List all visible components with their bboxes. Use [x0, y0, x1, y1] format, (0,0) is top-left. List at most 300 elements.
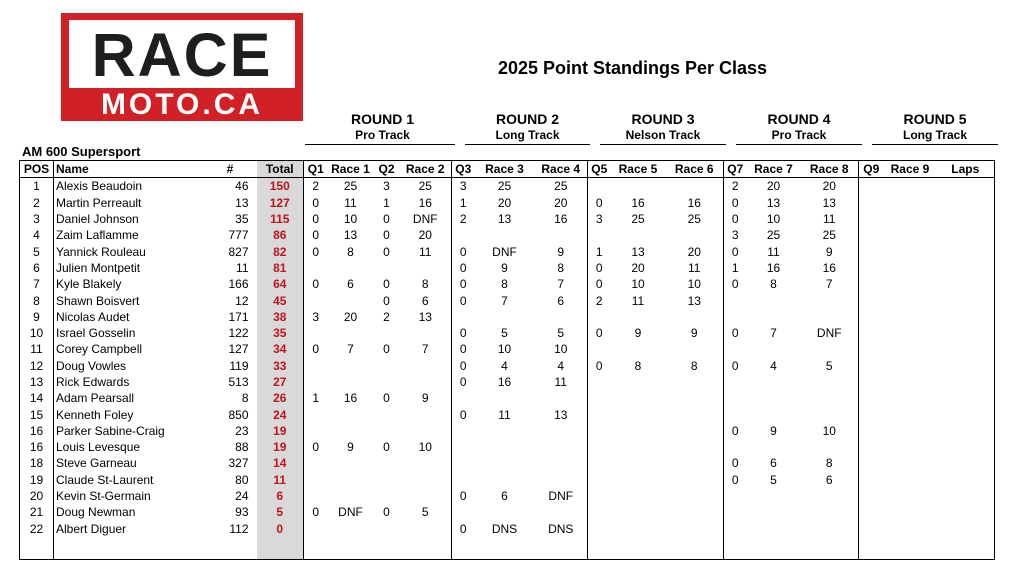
empty-cell — [747, 537, 801, 560]
table-cell: 0 — [304, 195, 328, 211]
table-cell — [475, 227, 535, 243]
table-cell — [374, 358, 400, 374]
table-cell: Daniel Johnson — [54, 211, 204, 227]
table-cell: Zaim Laflamme — [54, 227, 204, 243]
table-cell: 16 — [766, 260, 781, 275]
table-row — [20, 472, 995, 488]
table-cell: 0 — [724, 243, 747, 259]
table-cell — [747, 439, 801, 455]
table-cell — [666, 504, 724, 520]
table-cell: 9 — [557, 244, 565, 259]
empty-cell — [535, 537, 588, 560]
table-cell — [611, 423, 666, 439]
table-cell: 14 — [257, 455, 304, 471]
round-5-name: ROUND 5 — [903, 111, 967, 127]
table-cell: 13 — [687, 293, 701, 308]
table-cell: 0 — [452, 276, 475, 292]
table-cell: 0 — [383, 342, 390, 357]
table-cell — [859, 292, 884, 308]
table-cell: 1 — [588, 243, 611, 259]
table-cell — [937, 390, 995, 406]
table-cell: 2 — [452, 211, 475, 227]
table-cell: 16 — [554, 212, 568, 227]
table-cell — [937, 276, 995, 292]
round-4-underline — [736, 144, 862, 145]
table-cell: 0 — [452, 260, 475, 276]
table-cell: 20 — [631, 260, 645, 275]
table-cell — [304, 455, 328, 471]
round-2-name: ROUND 2 — [495, 111, 559, 127]
table-cell — [884, 406, 937, 422]
table-cell: 0 — [452, 292, 475, 308]
logo-top-panel — [69, 20, 295, 88]
table-cell — [374, 374, 400, 390]
table-cell: 0 — [383, 244, 390, 259]
table-cell: 25 — [631, 212, 645, 227]
table-cell: 20 — [418, 228, 432, 243]
table-cell — [884, 195, 937, 211]
table-cell: 127 — [257, 195, 304, 211]
table-cell: 19 — [257, 423, 304, 439]
table-cell: 0 — [304, 341, 328, 357]
table-cell: 4 — [20, 227, 54, 243]
table-cell: 1 — [20, 178, 54, 195]
table-cell: 0 — [724, 325, 747, 341]
table-cell — [666, 488, 724, 504]
table-cell — [884, 488, 937, 504]
table-cell: 3 — [452, 178, 475, 195]
table-row — [20, 423, 995, 439]
table-row — [20, 195, 995, 211]
table-cell — [304, 472, 328, 488]
table-cell — [884, 243, 937, 259]
table-cell: DNF — [492, 244, 517, 259]
table-cell: 0 — [452, 341, 475, 357]
table-cell: 0 — [452, 521, 475, 537]
table-cell — [588, 406, 611, 422]
table-cell — [452, 439, 475, 455]
table-row — [20, 260, 995, 276]
table-cell — [452, 390, 475, 406]
table-cell: 10 — [343, 212, 358, 227]
table-cell — [859, 341, 884, 357]
round-4-header — [731, 111, 867, 143]
empty-cell — [304, 537, 328, 560]
table-cell — [884, 358, 937, 374]
table-cell — [666, 455, 724, 471]
table-cell — [328, 472, 374, 488]
table-cell — [666, 439, 724, 455]
table-cell — [937, 374, 995, 390]
table-cell: 21 — [20, 504, 54, 520]
table-cell — [475, 309, 535, 325]
table-cell: 2 — [20, 195, 54, 211]
table-cell — [535, 309, 588, 325]
table-cell: 1 — [304, 390, 328, 406]
table-cell: 25 — [554, 179, 568, 194]
table-cell — [328, 423, 374, 439]
table-cell — [937, 341, 995, 357]
table-cell — [588, 521, 611, 537]
table-cell: 0 — [383, 277, 390, 292]
table-cell: 777 — [228, 228, 249, 243]
table-cell — [724, 406, 747, 422]
table-cell — [666, 390, 724, 406]
table-cell — [328, 358, 374, 374]
table-cell: 5 — [557, 326, 565, 341]
table-cell — [611, 309, 666, 325]
table-cell: 16 — [20, 439, 54, 455]
table-cell: 2 — [304, 178, 328, 195]
table-cell — [374, 521, 400, 537]
table-cell: 0 — [588, 325, 611, 341]
table-cell: 119 — [229, 358, 249, 373]
table-cell — [859, 325, 884, 341]
table-cell — [666, 309, 724, 325]
table-cell: 7 — [557, 277, 565, 292]
table-cell — [588, 390, 611, 406]
table-cell — [374, 455, 400, 471]
empty-cell — [452, 537, 475, 560]
table-cell: 11 — [631, 293, 645, 308]
table-cell: 3 — [20, 211, 54, 227]
table-cell — [724, 504, 747, 520]
table-cell: Israel Gosselin — [54, 325, 204, 341]
table-cell — [400, 260, 452, 276]
table-cell — [859, 276, 884, 292]
table-cell: 81 — [257, 260, 304, 276]
table-cell — [884, 178, 937, 195]
table-cell: Louis Levesque — [54, 439, 204, 455]
column-header: Total — [257, 161, 304, 178]
table-cell: 0 — [724, 358, 747, 374]
table-cell: 93 — [235, 505, 249, 520]
table-cell: 0 — [588, 358, 611, 374]
table-cell — [801, 439, 859, 455]
table-cell: 20 — [766, 179, 781, 194]
round-3-underline — [600, 144, 726, 145]
table-cell — [400, 423, 452, 439]
table-cell: 6 — [347, 277, 354, 292]
table-cell — [884, 521, 937, 537]
table-cell: 18 — [20, 455, 54, 471]
table-row — [20, 292, 995, 308]
round-1-track: Pro Track — [355, 128, 410, 142]
table-cell: 7 — [825, 277, 833, 292]
empty-cell — [666, 537, 724, 560]
table-cell: 0 — [724, 472, 747, 488]
table-cell: 9 — [825, 244, 833, 259]
table-cell: Claude St-Laurent — [54, 472, 204, 488]
table-cell: 11 — [344, 195, 357, 210]
table-cell: 10 — [687, 277, 701, 292]
table-cell — [475, 472, 535, 488]
table-cell — [724, 439, 747, 455]
table-cell — [859, 439, 884, 455]
table-cell — [747, 374, 801, 390]
table-cell — [747, 488, 801, 504]
round-1-name: ROUND 1 — [350, 111, 414, 127]
table-cell — [588, 455, 611, 471]
table-cell — [884, 309, 937, 325]
table-cell — [859, 472, 884, 488]
table-cell — [937, 406, 995, 422]
table-cell: 13 — [822, 195, 836, 210]
table-cell: Julien Montpetit — [54, 260, 204, 276]
table-cell — [535, 439, 588, 455]
table-cell: 5 — [257, 504, 304, 520]
table-cell — [304, 488, 328, 504]
table-cell — [801, 292, 859, 308]
table-cell: 19 — [257, 439, 304, 455]
table-cell: 150 — [257, 178, 304, 195]
table-row — [20, 227, 995, 243]
table-cell: 88 — [235, 440, 249, 455]
table-cell: 13 — [343, 228, 358, 243]
table-cell — [452, 309, 475, 325]
table-cell: 6 — [501, 489, 508, 504]
table-cell: 25 — [687, 212, 701, 227]
table-cell: 24 — [235, 489, 249, 504]
table-cell: DNF — [412, 212, 438, 227]
table-cell: 6 — [20, 260, 54, 276]
column-header: Q1 — [304, 161, 328, 178]
table-cell — [374, 423, 400, 439]
table-cell — [304, 260, 328, 276]
table-cell: 0 — [383, 391, 390, 406]
table-cell: 115 — [257, 211, 304, 227]
table-cell — [400, 406, 452, 422]
table-cell: 112 — [229, 521, 249, 536]
table-cell — [328, 455, 374, 471]
table-cell — [475, 390, 535, 406]
table-cell — [884, 227, 937, 243]
table-cell — [304, 406, 328, 422]
table-cell — [747, 292, 801, 308]
table-cell: 6 — [257, 488, 304, 504]
table-cell: 20 — [497, 195, 512, 210]
table-cell — [588, 504, 611, 520]
column-header: Q9 — [859, 161, 884, 178]
table-cell — [535, 390, 588, 406]
table-cell — [801, 488, 859, 504]
table-cell: DNF — [338, 505, 363, 520]
table-cell — [859, 390, 884, 406]
column-header: Race 8 — [801, 161, 859, 178]
standings-body — [20, 178, 995, 560]
standings-table — [19, 160, 995, 560]
table-cell: 7 — [501, 293, 508, 308]
table-cell — [535, 423, 588, 439]
table-cell: 25 — [418, 179, 432, 194]
table-cell — [611, 227, 666, 243]
table-cell: 20 — [554, 195, 568, 210]
table-cell: 13 — [235, 195, 249, 210]
table-row — [20, 276, 995, 292]
table-row — [20, 358, 995, 374]
table-cell: 12 — [20, 358, 54, 374]
table-cell — [859, 455, 884, 471]
table-cell — [588, 227, 611, 243]
table-cell — [884, 341, 937, 357]
table-cell — [452, 455, 475, 471]
table-cell: Doug Newman — [54, 504, 204, 520]
table-cell — [937, 423, 995, 439]
table-cell: Yannick Rouleau — [54, 243, 204, 259]
table-cell: 25 — [497, 179, 512, 194]
table-cell — [588, 423, 611, 439]
table-cell: 86 — [257, 227, 304, 243]
table-cell: 8 — [421, 277, 429, 292]
table-cell: 0 — [452, 374, 475, 390]
table-cell — [611, 178, 666, 195]
table-cell — [884, 423, 937, 439]
table-cell: 25 — [766, 228, 781, 243]
table-row — [20, 504, 995, 520]
table-cell — [452, 423, 475, 439]
table-cell: 4 — [557, 358, 565, 373]
table-cell — [588, 439, 611, 455]
table-cell: 0 — [383, 228, 390, 243]
table-cell: 8 — [770, 277, 777, 292]
table-cell — [374, 325, 400, 341]
table-cell — [666, 178, 724, 195]
table-cell — [666, 521, 724, 537]
round-2-track: Long Track — [495, 128, 560, 142]
table-cell — [588, 178, 611, 195]
table-cell — [724, 488, 747, 504]
table-cell: Parker Sabine-Craig — [54, 423, 204, 439]
table-cell: 11 — [688, 260, 701, 275]
table-cell: 9 — [690, 326, 698, 341]
table-cell: Alexis Beaudoin — [54, 178, 204, 195]
table-cell: 11 — [20, 341, 54, 357]
header-row — [20, 161, 995, 178]
table-cell: 13 — [554, 407, 568, 422]
table-cell: 0 — [724, 211, 747, 227]
table-cell: 16 — [631, 195, 645, 210]
table-cell — [937, 439, 995, 455]
table-cell — [666, 341, 724, 357]
table-row — [20, 488, 995, 504]
table-footer-row — [20, 537, 995, 560]
column-header: Q5 — [588, 161, 611, 178]
table-cell — [304, 325, 328, 341]
table-cell — [801, 406, 859, 422]
table-cell — [724, 292, 747, 308]
round-2-header — [460, 111, 595, 143]
table-cell — [611, 439, 666, 455]
table-cell: 5 — [20, 243, 54, 259]
round-5-header — [867, 111, 1003, 143]
table-cell — [859, 243, 884, 259]
table-cell: 10 — [497, 342, 512, 357]
table-cell — [666, 406, 724, 422]
table-cell: 0 — [724, 195, 747, 211]
table-cell: 23 — [235, 423, 249, 438]
table-cell: 26 — [257, 390, 304, 406]
table-cell: 13 — [497, 212, 512, 227]
table-cell — [884, 260, 937, 276]
table-cell — [859, 195, 884, 211]
table-cell — [801, 390, 859, 406]
round-1-header — [305, 111, 460, 143]
table-cell — [747, 504, 801, 520]
table-cell: 5 — [770, 472, 777, 487]
table-cell: 1 — [452, 195, 475, 211]
table-cell: Martin Perreault — [54, 195, 204, 211]
table-cell: Adam Pearsall — [54, 390, 204, 406]
round-5-underline — [872, 144, 998, 145]
table-cell: 9 — [421, 391, 429, 406]
table-cell: 8 — [20, 292, 54, 308]
table-cell — [884, 211, 937, 227]
round-4-name: ROUND 4 — [767, 111, 831, 127]
table-cell: Albert Diguer — [54, 521, 204, 537]
empty-cell — [937, 537, 995, 560]
table-cell: 2 — [588, 292, 611, 308]
table-row — [20, 243, 995, 259]
column-header: Q3 — [452, 161, 475, 178]
table-cell — [452, 472, 475, 488]
table-cell — [747, 521, 801, 537]
table-cell — [884, 439, 937, 455]
table-cell — [304, 358, 328, 374]
table-cell — [937, 292, 995, 308]
table-cell: 0 — [383, 505, 390, 520]
table-row — [20, 211, 995, 227]
table-cell — [801, 504, 859, 520]
column-header: Race 5 — [611, 161, 666, 178]
table-cell: Steve Garneau — [54, 455, 204, 471]
table-cell — [937, 325, 995, 341]
table-cell: 16 — [687, 195, 701, 210]
table-cell: 16 — [497, 375, 512, 389]
table-cell: 171 — [228, 309, 249, 324]
table-cell: 14 — [20, 390, 54, 406]
table-cell — [937, 260, 995, 276]
table-cell: 5 — [501, 326, 508, 341]
table-cell: 38 — [257, 309, 304, 325]
round-3-name: ROUND 3 — [631, 111, 695, 127]
table-cell — [859, 358, 884, 374]
table-cell — [937, 504, 995, 520]
table-cell — [666, 374, 724, 390]
table-cell: 11 — [823, 212, 836, 227]
table-cell — [747, 406, 801, 422]
table-cell — [611, 488, 666, 504]
table-cell — [304, 521, 328, 537]
table-cell — [884, 472, 937, 488]
table-cell — [859, 374, 884, 390]
table-row — [20, 455, 995, 471]
table-cell: 0 — [724, 455, 747, 471]
table-cell — [328, 488, 374, 504]
table-cell: 0 — [588, 195, 611, 211]
table-cell: 850 — [228, 407, 249, 422]
table-row — [20, 325, 995, 341]
table-cell: 15 — [20, 406, 54, 422]
table-cell: 327 — [228, 456, 249, 471]
empty-cell — [884, 537, 937, 560]
table-cell — [937, 488, 995, 504]
table-cell: 24 — [257, 406, 304, 422]
empty-cell — [588, 537, 611, 560]
table-cell — [475, 439, 535, 455]
table-cell: DNS — [491, 521, 518, 536]
column-header: Race 9 — [884, 161, 937, 178]
table-cell: 34 — [257, 341, 304, 357]
